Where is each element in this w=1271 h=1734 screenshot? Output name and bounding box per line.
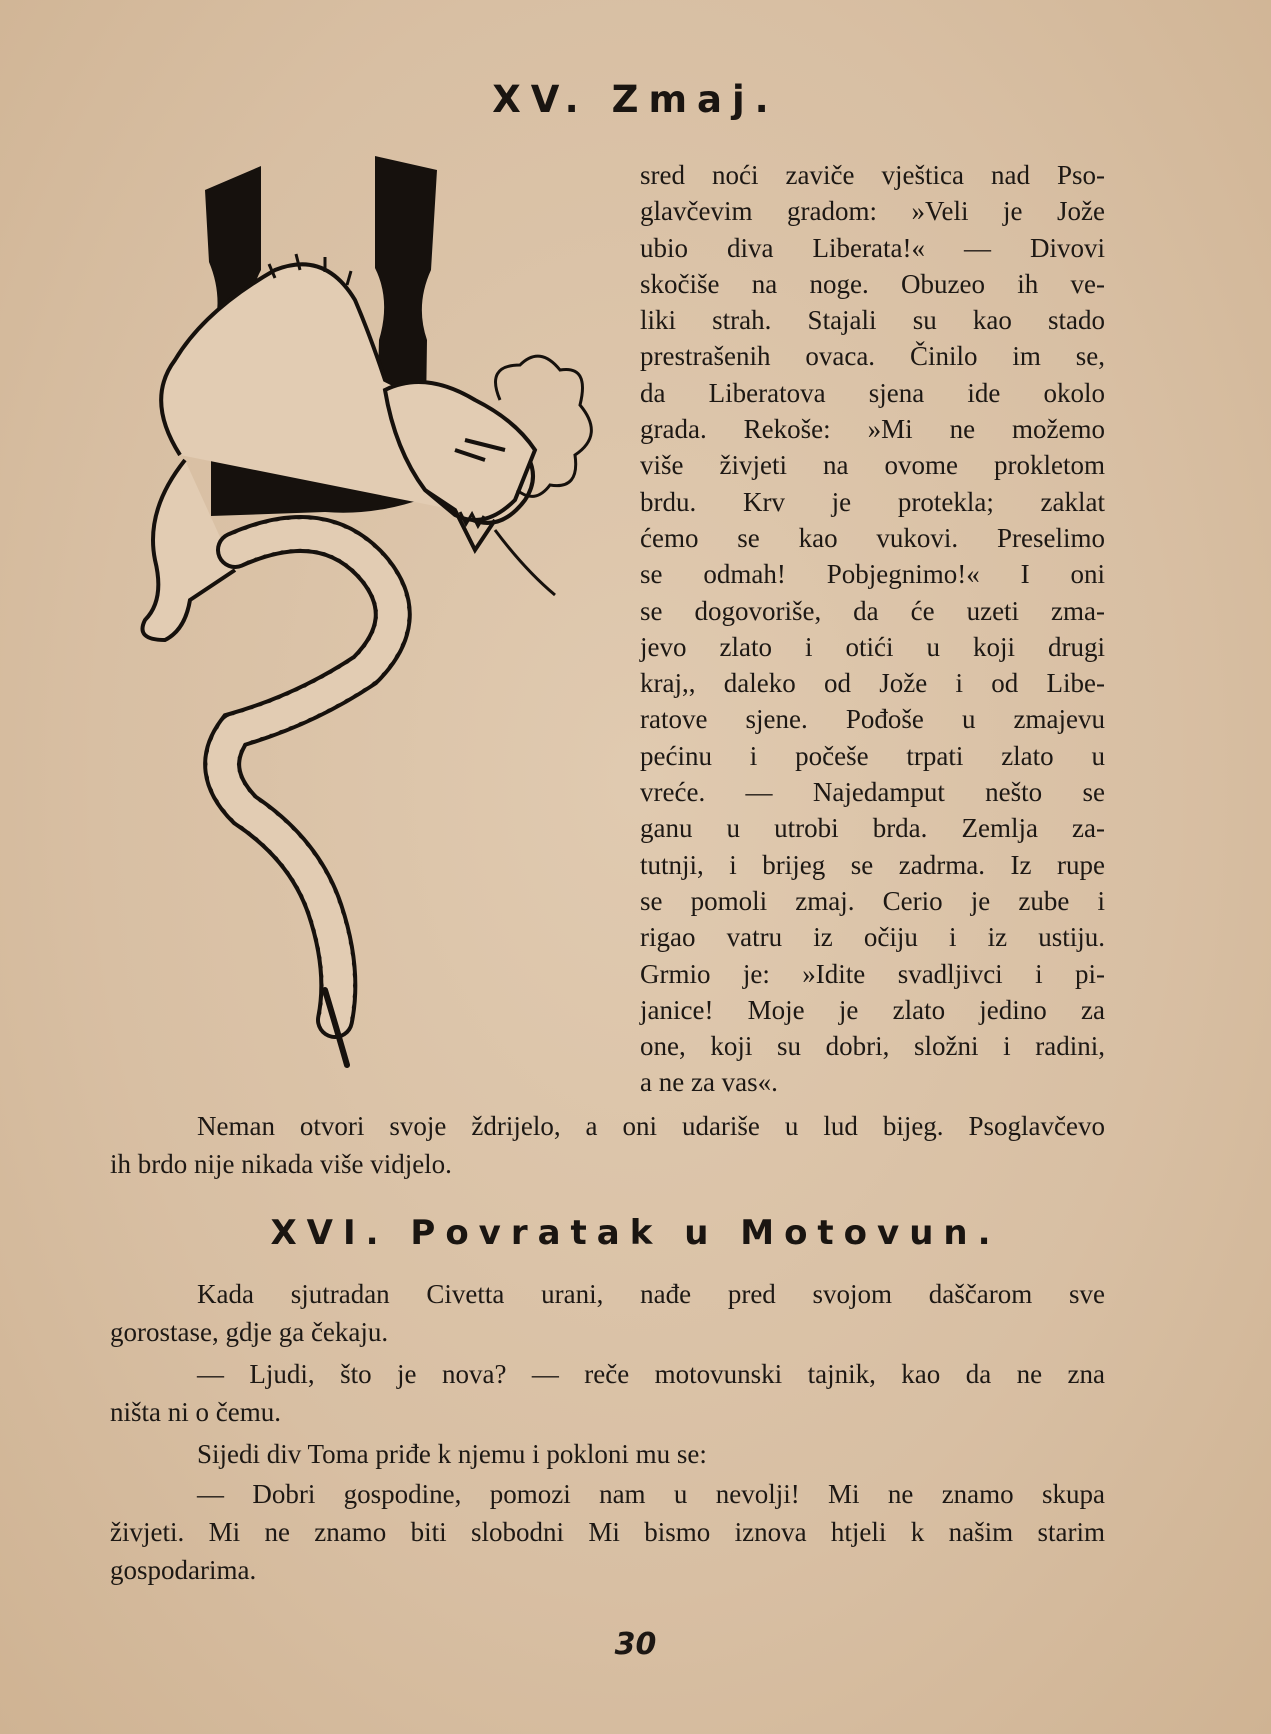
text-line: — Dobri gospodine, pomozi nam u nevolji! Mi ne znamo skupa: [197, 1479, 1105, 1509]
text-line: se odmah! Pobjegnimo!« I oni: [640, 559, 1105, 590]
text-line: se pomoli zmaj. Cerio je zube i: [640, 885, 1105, 916]
chapter-15-closing-paragraph: [110, 1107, 1105, 1183]
chapter-16-paragraph-2: [110, 1355, 1105, 1431]
text-line: ništa ni o čemu.: [110, 1397, 281, 1427]
text-line: gorostase, gdje ga čekaju.: [110, 1317, 389, 1347]
text-line: gospodarima.: [110, 1555, 257, 1585]
text-line: ubio diva Liberata!« — Divovi: [640, 232, 1105, 263]
text-line: one, koji su dobri, složni i radini,: [640, 1031, 1105, 1062]
text-line: — Ljudi, što je nova? — reče motovunski tajnik, kao da ne zna: [197, 1359, 1105, 1389]
text-line: se dogovoriše, da će uzeti zma-: [640, 595, 1105, 626]
text-line: tutnji, i brijeg se zadrma. Iz rupe: [640, 849, 1105, 880]
text-line: ćemo se kao vukovi. Preselimo: [640, 522, 1105, 553]
text-line: vreće. — Najedamput nešto se: [640, 777, 1105, 808]
text-line: kraj,, daleko od Jože i od Libe-: [640, 668, 1105, 699]
chapter-16-paragraph-4: [110, 1475, 1105, 1589]
text-line: živjeti. Mi ne znamo biti slobodni Mi bismo iznova htjeli k našim starim: [110, 1517, 1105, 1547]
text-line: pećinu i počeše trpati zlato u: [640, 740, 1105, 771]
page-number: 30: [614, 1627, 657, 1662]
text-line: glavčevim gradom: »Veli je Jože: [640, 196, 1105, 227]
text-line: liki strah. Stajali su kao stado: [640, 305, 1105, 336]
text-line: janice! Moje je zlato jedino za: [640, 994, 1105, 1025]
text-line: više živjeti na ovome prokletom: [640, 450, 1105, 481]
text-line: skočiše na noge. Obuzeo ih ve-: [640, 268, 1105, 299]
chapter-heading-15: XV. Zmaj.: [492, 78, 779, 121]
dragon-initial-illustration: [125, 150, 645, 1085]
chapter-16-paragraph-3: [110, 1435, 1105, 1473]
text-line: rigao vatru iz očiju i iz ustiju.: [640, 922, 1105, 953]
text-line: ganu u utrobi brda. Zemlja za-: [640, 813, 1105, 844]
text-line: ih brdo nije nikada više vidjelo.: [110, 1149, 452, 1179]
text-line: Kada sjutradan Civetta urani, nađe pred svojom daščarom sve: [197, 1279, 1105, 1309]
chapter-heading-16: XVI. Povratak u Motovun.: [270, 1213, 1001, 1253]
chapter-15-column-text: [640, 157, 1105, 1101]
text-line: sred noći zaviče vještica nad Pso-: [640, 160, 1105, 190]
text-line: brdu. Krv je protekla; zaklat: [640, 486, 1105, 517]
text-line: Grmio je: »Idite svadljivci i pi-: [640, 958, 1105, 989]
text-line: Sijedi div Toma priđe k njemu i pokloni mu se:: [197, 1439, 707, 1469]
text-line: a ne za vas«.: [640, 1067, 778, 1098]
chapter-16-paragraph-1: [110, 1275, 1105, 1351]
text-line: grada. Rekoše: »Mi ne možemo: [640, 414, 1105, 445]
text-line: prestrašenih ovaca. Činilo im se,: [640, 341, 1105, 372]
text-line: da Liberatova sjena ide okolo: [640, 377, 1105, 408]
text-line: jevo zlato i otići u koji drugi: [640, 631, 1105, 662]
text-line: Neman otvori svoje ždrijelo, a oni udariše u lud bijeg. Psoglavčevo: [197, 1111, 1105, 1141]
text-line: ratove sjene. Pođoše u zmajevu: [640, 704, 1105, 735]
